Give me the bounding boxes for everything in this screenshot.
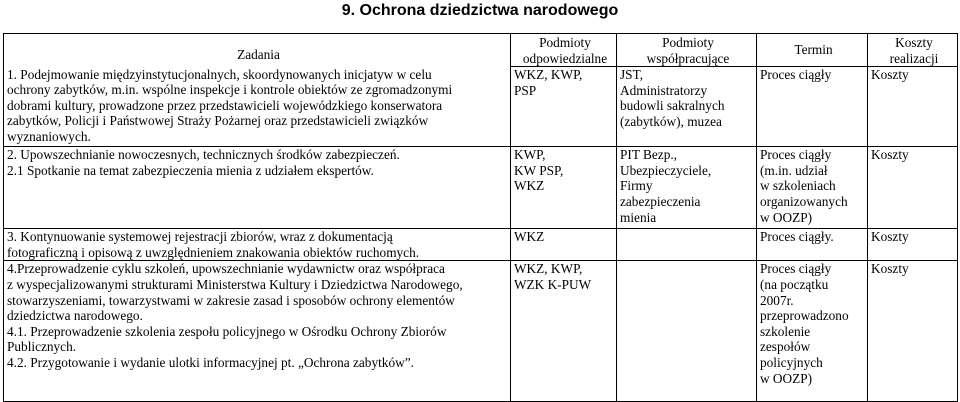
cell-wspolpracujace: PIT Bezp., Ubezpieczyciele, Firmy zabezpieczenia mienia	[617, 147, 757, 229]
table-row	[4, 261, 958, 402]
header-termin: Termin	[757, 34, 868, 67]
table-row	[4, 67, 958, 147]
header-odpowiedzialne: Podmioty odpowiedzialne	[511, 34, 617, 67]
cell-odpowiedzialne: WKZ, KWP, PSP	[511, 67, 617, 147]
cell-koszty: Koszty	[868, 67, 958, 147]
cell-termin: Proces ciągły (na początku 2007r. przeprowadzono szkolenie zespołów policyjnych w OOZP)	[757, 261, 868, 402]
tasks-table	[3, 33, 958, 402]
page-title: 9. Ochrona dziedzictwa narodowego	[341, 2, 619, 19]
cell-odpowiedzialne: WKZ	[511, 229, 617, 261]
cell-zadania: 3. Kontynuowanie systemowej rejestracji zbiorów, wraz z dokumentacją fotograficzną i opisową z uwzględnieniem znakowania obiektów ruchomych.	[4, 229, 511, 261]
table-row	[4, 147, 958, 229]
cell-koszty: Koszty	[868, 147, 958, 229]
header-zadania: Zadania	[4, 34, 511, 67]
cell-termin: Proces ciągły (m.in. udział w szkoleniach organizowanych w OOZP)	[757, 147, 868, 229]
table-header-row	[4, 34, 958, 67]
cell-odpowiedzialne: KWP, KW PSP, WKZ	[511, 147, 617, 229]
cell-koszty: Koszty	[868, 261, 958, 402]
cell-odpowiedzialne: WKZ, KWP, WZK K-PUW	[511, 261, 617, 402]
cell-wspolpracujace	[617, 261, 757, 402]
cell-zadania: 1. Podejmowanie międzyinstytucjonalnych, skoordynowanych inicjatyw w celu ochrony zabytków, m.in. wspólne inspekcje i kontrole obiektów ze zgromadzonymi dobrami kultury, prowadzone przez przedstawicieli wojewódzkiego konserwatora zabytków, Policji i Państwowej Straży Pożarnej oraz przedstawicieli związków wyznaniowych.	[4, 67, 511, 147]
cell-zadania: 4.Przeprowadzenie cyklu szkoleń, upowszechnianie wydawnictw oraz współpraca z wyspecjalizowanymi strukturami Ministerstwa Kultury i Dziedzictwa Narodowego, stowarzyszeniami, towarzystwami w zakresie zasad i sposobów ochrony elementów dziedzictwa narodowego. 4.1. Przeprowadzenie szkolenia zespołu policyjnego w Ośrodku Ochrony Zbiorów Publicznych. 4.2. Przygotowanie i wydanie ulotki informacyjnej pt. „Ochrona zabytków”.	[4, 261, 511, 402]
table-row	[4, 229, 958, 261]
cell-wspolpracujace: JST, Administratorzy budowli sakralnych (zabytków), muzea	[617, 67, 757, 147]
header-koszty: Koszty realizacji	[868, 34, 958, 67]
cell-zadania: 2. Upowszechnianie nowoczesnych, technicznych środków zabezpieczeń. 2.1 Spotkanie na temat zabezpieczenia mienia z udziałem ekspertów.	[4, 147, 511, 229]
cell-wspolpracujace	[617, 229, 757, 261]
cell-koszty: Koszty	[868, 229, 958, 261]
header-wspolpracujace: Podmioty współpracujące	[617, 34, 757, 67]
cell-termin: Proces ciągły	[757, 67, 868, 147]
cell-termin: Proces ciągły.	[757, 229, 868, 261]
